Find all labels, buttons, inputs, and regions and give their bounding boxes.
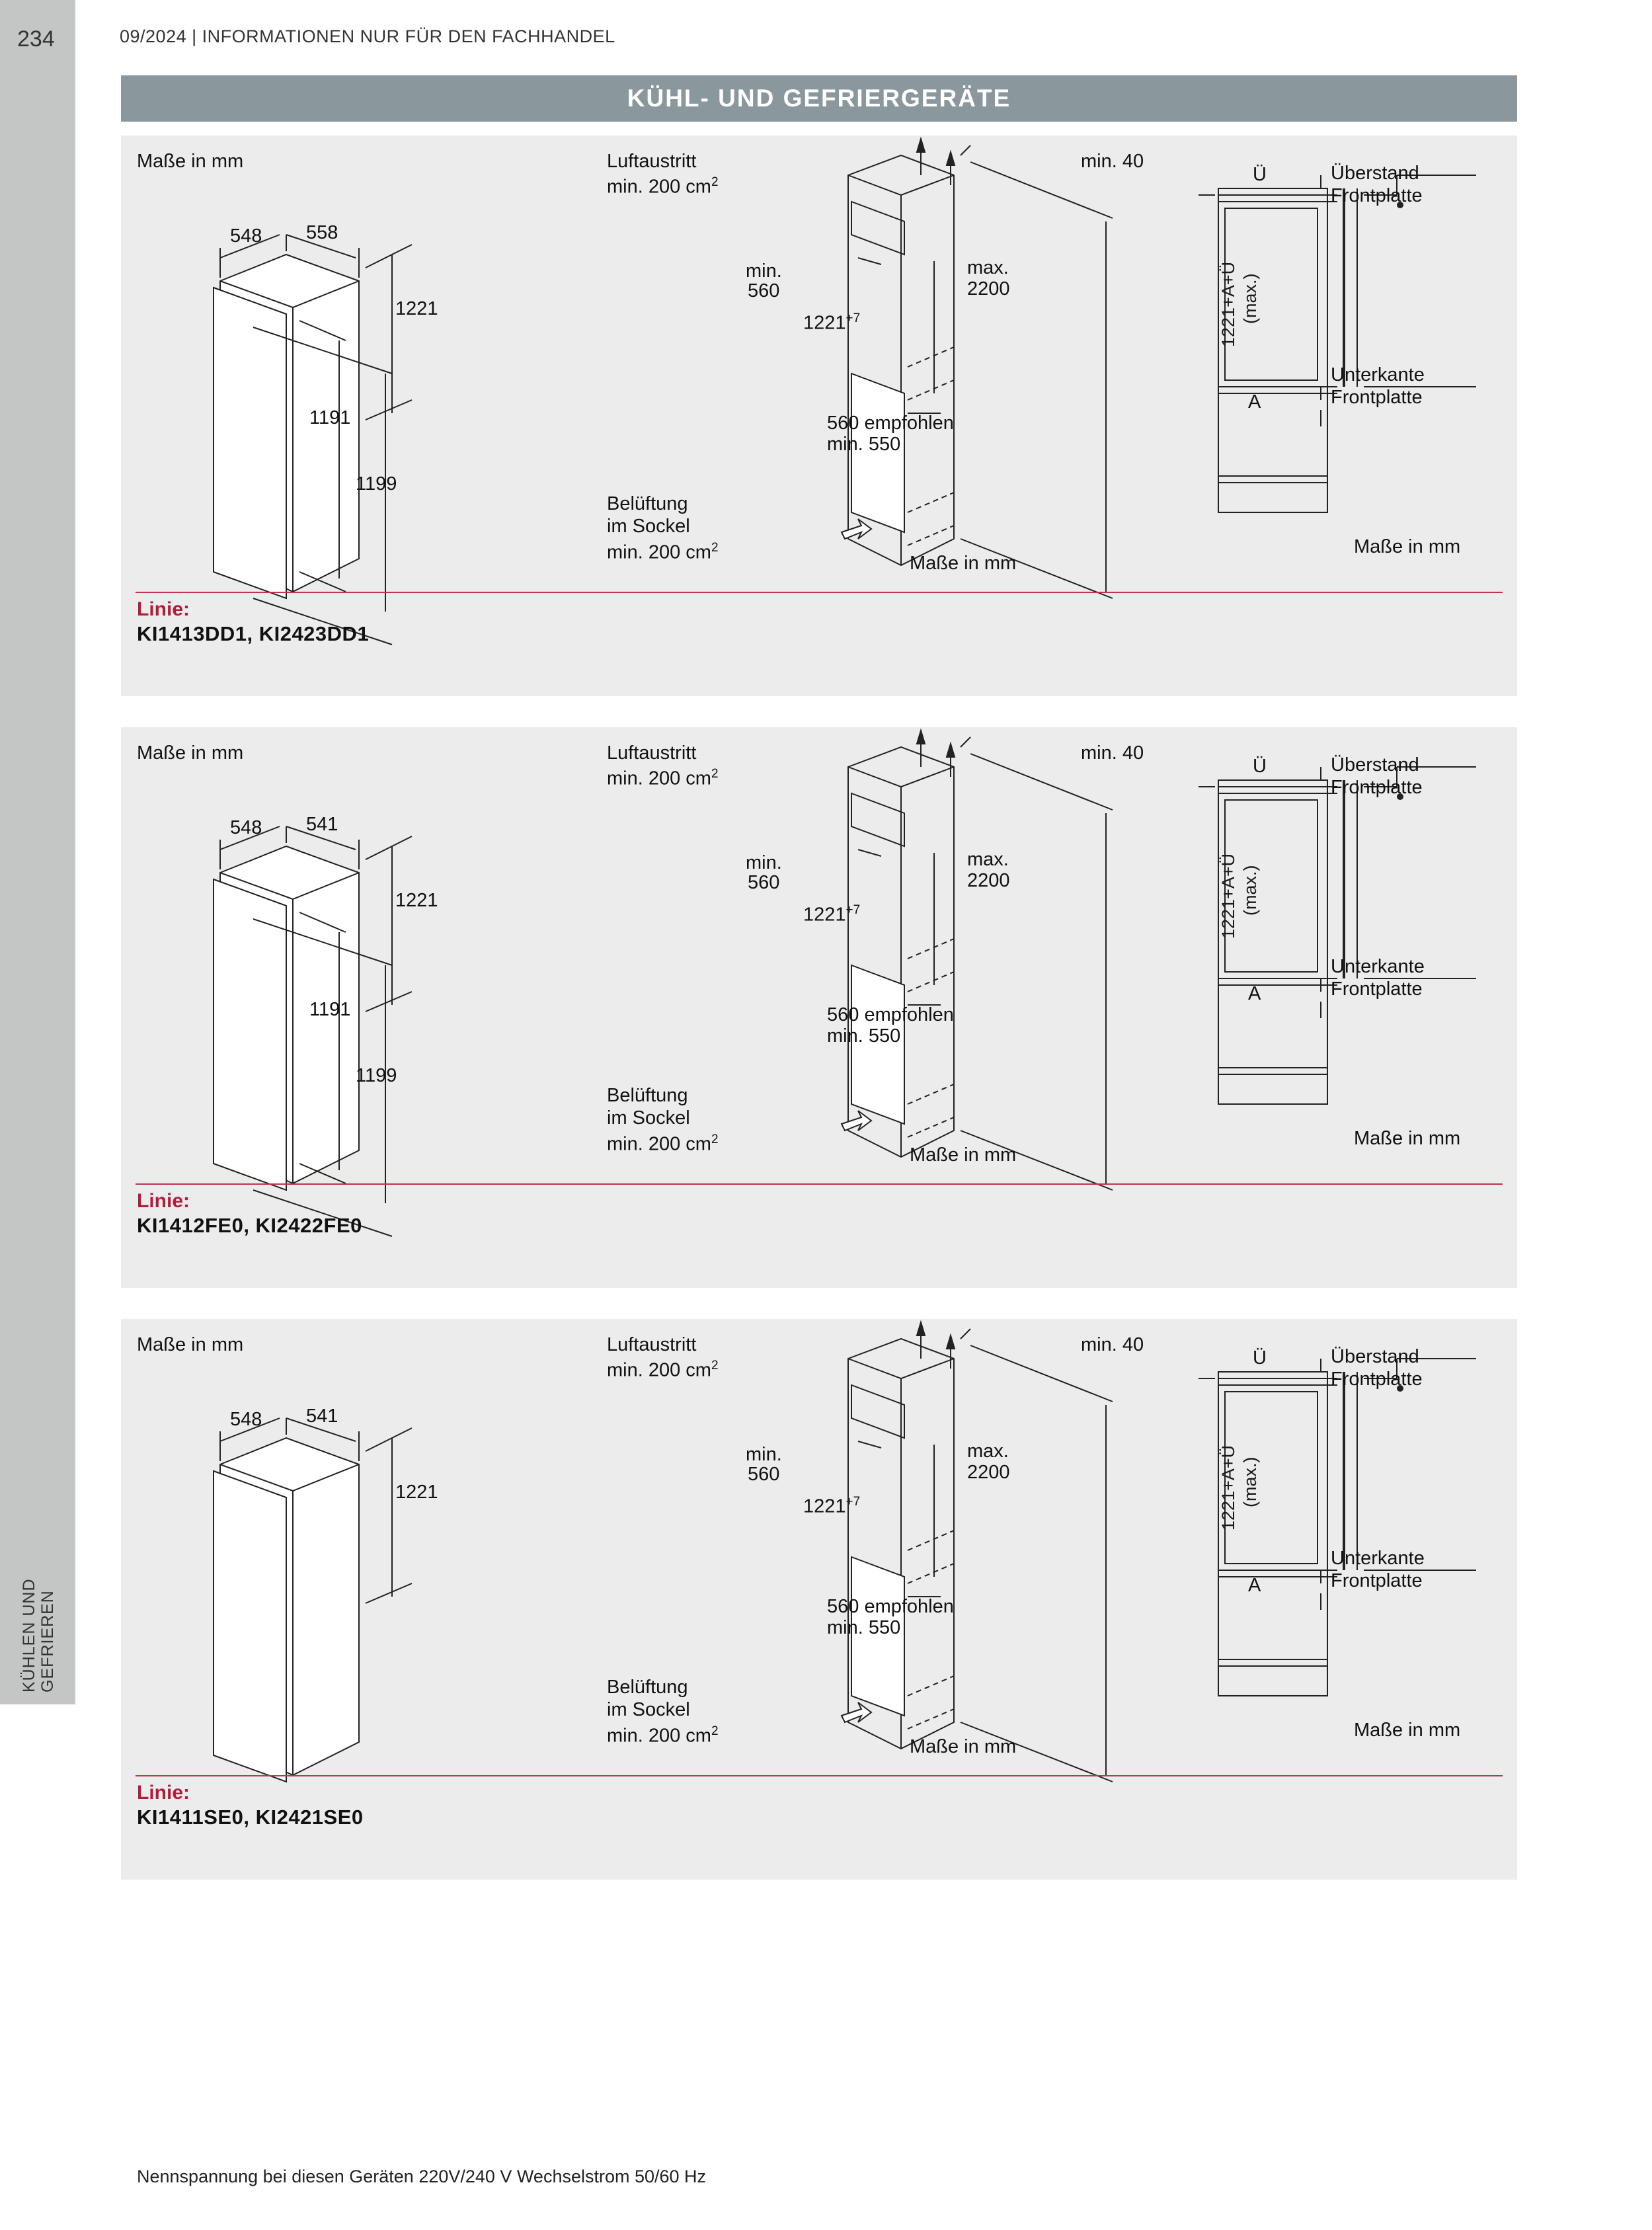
overhang-label: Überstand [1331, 754, 1419, 776]
ventilation-area: min. 200 $cm^2$ [607, 1133, 719, 1155]
plinth-label: im Sockel [607, 1107, 690, 1129]
formula-max: (max.) [1240, 865, 1260, 916]
overhang-label: Überstand [1331, 1346, 1419, 1367]
min-depth: min. 550 [827, 1025, 901, 1047]
recommended-depth: 560 empfohlen [827, 1596, 954, 1617]
max-2200: 2200 [967, 870, 1010, 891]
ventilation-label: Belüftung [607, 1677, 688, 1698]
units-label-section: Maße in mm [1354, 1128, 1461, 1149]
dim-height: 1221 [395, 298, 438, 319]
max-2200: 2200 [967, 278, 1010, 299]
min-label: min. [746, 852, 782, 873]
plinth-label: im Sockel [607, 516, 690, 537]
units-label-niche: Maße in mm [910, 1144, 1017, 1166]
front-panel-label: Frontplatte [1331, 1369, 1423, 1390]
ventilation-area: min. 200 $cm^2$ [607, 541, 719, 563]
units-label-niche: Maße in mm [910, 1736, 1017, 1757]
air-outlet-label: Luftaustritt [607, 742, 697, 764]
air-outlet-label: Luftaustritt [607, 1334, 697, 1355]
max-2200: 2200 [967, 1462, 1010, 1483]
dim-height: 1221 [395, 890, 438, 911]
ventilation-label: Belüftung [607, 1085, 688, 1106]
lower-edge-label: Unterkante [1331, 364, 1425, 385]
max-label: max. [967, 257, 1009, 278]
air-outlet-label: Luftaustritt [607, 151, 697, 172]
technical-drawing [121, 727, 1517, 1256]
dim-niche-1: 1191 [309, 407, 351, 428]
min-40: min. 40 [1081, 742, 1144, 764]
front-panel-label: Frontplatte [1331, 777, 1423, 798]
lower-edge-label: Unterkante [1331, 956, 1425, 977]
dim-width: 558 [306, 222, 338, 243]
dim-niche-2: 1199 [356, 1065, 397, 1086]
formula-max: (max.) [1240, 273, 1260, 324]
overhang-symbol: Ü [1253, 1347, 1267, 1369]
formula: 1221+A+Ü [1218, 853, 1238, 939]
line-label: Linie: [137, 1190, 190, 1212]
formula: 1221+A+Ü [1218, 261, 1238, 347]
formula-max: (max.) [1240, 1456, 1260, 1507]
front-panel-label-2: Frontplatte [1331, 978, 1423, 1000]
units-label-section: Maße in mm [1354, 1720, 1461, 1741]
min-depth: min. 550 [827, 434, 901, 455]
page-number: 234 [17, 26, 55, 52]
front-panel-label-2: Frontplatte [1331, 1570, 1423, 1591]
air-outlet-area: min. 200 $cm^2$ [607, 1359, 719, 1381]
a-symbol: A [1248, 391, 1261, 413]
technical-drawing [121, 1319, 1517, 1848]
line-label: Linie: [137, 1782, 190, 1804]
air-outlet-area: min. 200 $cm^2$ [607, 175, 719, 198]
product-panel [121, 727, 1517, 1288]
dim-depth: 548 [230, 1409, 262, 1430]
overhang-label: Überstand [1331, 163, 1419, 184]
dim-width: 541 [306, 1406, 338, 1427]
niche-height: $1221^{+7}$ [803, 311, 861, 334]
divider [136, 592, 1503, 593]
max-label: max. [967, 1441, 1009, 1462]
product-panel [121, 136, 1517, 696]
min-560: 560 [748, 1464, 780, 1485]
overhang-symbol: Ü [1253, 756, 1267, 777]
niche-height: $1221^{+7}$ [803, 903, 861, 926]
page-header: 09/2024 | INFORMATIONEN NUR FÜR DEN FACHHANDEL [120, 26, 615, 46]
dim-width: 541 [306, 814, 338, 835]
ventilation-area: min. 200 $cm^2$ [607, 1724, 719, 1747]
recommended-depth: 560 empfohlen [827, 1004, 954, 1025]
units-label-niche: Maße in mm [910, 553, 1017, 574]
units-label: Maße in mm [137, 1334, 244, 1355]
line-label: Linie: [137, 598, 190, 620]
dim-depth: 548 [230, 225, 262, 247]
overhang-symbol: Ü [1253, 164, 1267, 185]
dim-niche-2: 1199 [356, 473, 397, 495]
min-560: 560 [748, 872, 780, 893]
model-numbers: KI1413DD1, KI2423DD1 [137, 622, 370, 645]
technical-drawing [121, 136, 1517, 664]
product-panel [121, 1319, 1517, 1880]
dim-depth: 548 [230, 817, 262, 838]
dim-height: 1221 [395, 1482, 438, 1503]
front-panel-label-2: Frontplatte [1331, 387, 1423, 408]
model-numbers: KI1411SE0, KI2421SE0 [137, 1806, 364, 1829]
sidebar [0, 0, 75, 1704]
a-symbol: A [1248, 1575, 1261, 1596]
niche-height: $1221^{+7}$ [803, 1495, 861, 1517]
units-label: Maße in mm [137, 742, 244, 764]
units-label: Maße in mm [137, 151, 244, 172]
units-label-section: Maße in mm [1354, 536, 1461, 557]
plinth-label: im Sockel [607, 1699, 690, 1720]
section-tab-label: KÜHLEN UND GEFRIEREN [20, 1578, 57, 1692]
min-depth: min. 550 [827, 1617, 901, 1638]
front-panel-label: Frontplatte [1331, 185, 1423, 206]
max-label: max. [967, 849, 1009, 870]
formula: 1221+A+Ü [1218, 1445, 1238, 1531]
ventilation-label: Belüftung [607, 493, 688, 514]
air-outlet-area: min. 200 $cm^2$ [607, 767, 719, 789]
a-symbol: A [1248, 983, 1261, 1004]
footer-note: Nennspannung bei diesen Geräten 220V/240 V Wechselstrom 50/60 Hz [137, 2167, 707, 2186]
min-40: min. 40 [1081, 1334, 1144, 1355]
model-numbers: KI1412FE0, KI2422FE0 [137, 1214, 362, 1237]
lower-edge-label: Unterkante [1331, 1548, 1425, 1569]
min-label: min. [746, 1444, 782, 1465]
min-40: min. 40 [1081, 151, 1144, 172]
recommended-depth: 560 empfohlen [827, 413, 954, 434]
min-label: min. [746, 260, 782, 282]
min-560: 560 [748, 280, 780, 301]
divider [136, 1775, 1503, 1776]
section-title: KÜHL- UND GEFRIERGERÄTE [121, 75, 1517, 122]
divider [136, 1183, 1503, 1185]
dim-niche-1: 1191 [309, 999, 351, 1020]
